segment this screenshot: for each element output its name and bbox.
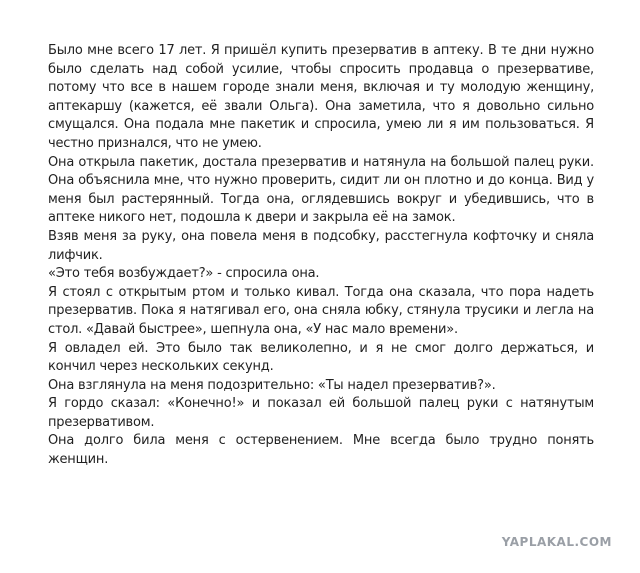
paragraph: Взяв меня за руку, она повела меня в подсобку, расстегнула кофточку и сняла лифчик. <box>48 228 594 263</box>
paragraph: Я овладел ей. Это было так великолепно, и я не смог долго держаться, и кончил через нескольких секунд. <box>48 340 594 375</box>
paragraph: Было мне всего 17 лет. Я пришёл купить презерватив в аптеку. В те дни нужно было сделать над собой усилие, чтобы спросить продавца о презервативе, потому что все в нашем городе знали меня, включая и ту молодую женщину, аптекаршу (кажется, её звали Ольга). Она заметила, что я довольно сильно смущался. Она подала мне пакетик и спросила, умею ли я им пользоваться. Я честно признался, что не умею. <box>48 43 594 151</box>
paragraph: Она открыла пакетик, достала презерватив и натянула на большой палец руки. Она объяснила мне, что нужно проверить, сидит ли он плотно и до конца. Вид у меня был растерянный. Тогда она, оглядевшись вокруг и убедившись, что в аптеке никого нет, подошла к двери и закрыла её на замок. <box>48 154 594 226</box>
story-text <box>48 42 594 470</box>
paragraph: Она долго била меня с остервенением. Мне всегда было трудно понять женщин. <box>48 433 594 468</box>
paragraph: «Это тебя возбуждает?» - спросила она. <box>48 266 320 282</box>
site-watermark: YAPLAKAL.COM <box>501 535 612 549</box>
paragraph: Я стоял с открытым ртом и только кивал. Тогда она сказала, что пора надеть презерватив. Пока я натягивал его, она сняла юбку, стянула трусики и легла на стол. «Давай быстрее», шепнула она, «У нас мало времени». <box>48 284 594 337</box>
paragraph: Она взглянула на меня подозрительно: «Ты надел презерватив?». <box>48 377 496 393</box>
paragraph: Я гордо сказал: «Конечно!» и показал ей большой палец руки с натянутым презервативом. <box>48 396 594 430</box>
